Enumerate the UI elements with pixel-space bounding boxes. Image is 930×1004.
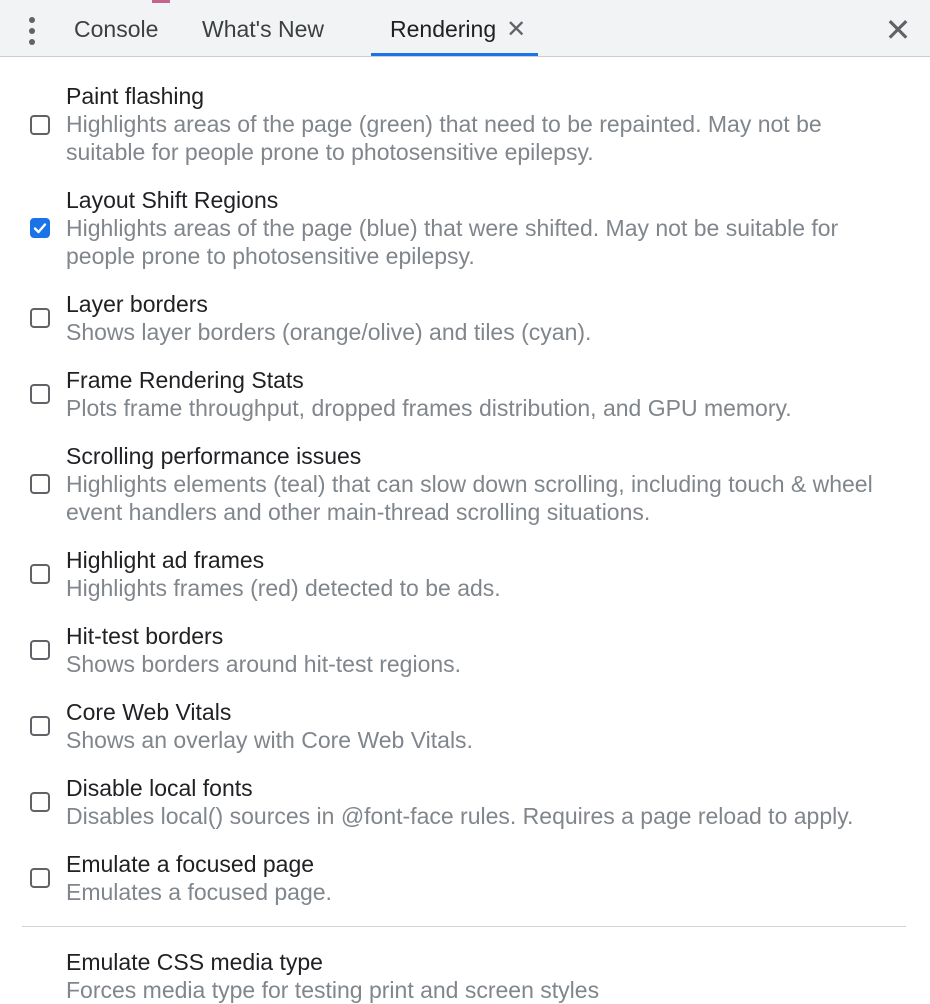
option-description: Shows an overlay with Core Web Vitals. — [66, 727, 473, 753]
option-description: Emulates a focused page. — [66, 879, 332, 905]
hit-test-borders-checkbox[interactable] — [30, 640, 50, 660]
layer-borders-checkbox[interactable] — [30, 308, 50, 328]
checkmark-icon — [33, 221, 47, 235]
option-title: Core Web Vitals — [66, 699, 232, 725]
disable-local-fonts-checkbox[interactable] — [30, 792, 50, 812]
option-description: Shows layer borders (orange/olive) and tiles (cyan). — [66, 319, 592, 345]
option-title: Layer borders — [66, 291, 208, 317]
option-title: Emulate a focused page — [66, 851, 315, 877]
option-description: Highlights areas of the page (green) that need to be repainted. May not be suitable for people prone to photosensitive epilepsy. — [66, 111, 822, 165]
option-description: Highlights areas of the page (blue) that were shifted. May not be suitable for people prone to photosensitive epilepsy. — [66, 215, 839, 269]
drawer-tab-bar — [0, 4, 930, 57]
layout-shift-regions-checkbox[interactable] — [30, 218, 50, 238]
option-title: Scrolling performance issues — [66, 443, 362, 469]
option-title: Disable local fonts — [66, 775, 253, 801]
close-icon[interactable]: ✕ — [884, 12, 912, 48]
option-title: Layout Shift Regions — [66, 187, 279, 213]
option-title: Hit-test borders — [66, 623, 224, 649]
option-title: Frame Rendering Stats — [66, 367, 304, 393]
emulate-media-type-title: Emulate CSS media type — [66, 949, 323, 975]
option-description: Highlights elements (teal) that can slow down scrolling, including touch & wheel event handlers and other main-thread scrolling situations. — [66, 471, 873, 525]
emulate-focused-page-checkbox[interactable] — [30, 868, 50, 888]
paint-flashing-checkbox[interactable] — [30, 115, 50, 135]
tab-rendering-label: Rendering — [390, 16, 497, 42]
tab-console[interactable]: Console — [74, 16, 159, 42]
window-strip-accent — [152, 0, 170, 3]
option-description: Shows borders around hit-test regions. — [66, 651, 462, 677]
tab-whats-new[interactable]: What's New — [202, 16, 324, 42]
highlight-ad-frames-checkbox[interactable] — [30, 564, 50, 584]
emulate-media-type-description: Forces media type for testing print and screen styles — [66, 977, 600, 1003]
scrolling-performance-issues-checkbox[interactable] — [30, 474, 50, 494]
kebab-menu-icon[interactable] — [22, 17, 42, 45]
core-web-vitals-checkbox[interactable] — [30, 716, 50, 736]
option-title: Paint flashing — [66, 83, 205, 109]
option-description: Highlights frames (red) detected to be ads. — [66, 575, 501, 601]
close-icon[interactable]: ✕ — [506, 16, 527, 43]
option-description: Plots frame throughput, dropped frames distribution, and GPU memory. — [66, 395, 792, 421]
frame-rendering-stats-checkbox[interactable] — [30, 384, 50, 404]
option-description: Disables local() sources in @font-face rules. Requires a page reload to apply. — [66, 803, 854, 829]
section-divider — [22, 926, 906, 927]
option-title: Highlight ad frames — [66, 547, 265, 573]
tab-rendering[interactable] — [371, 4, 538, 56]
